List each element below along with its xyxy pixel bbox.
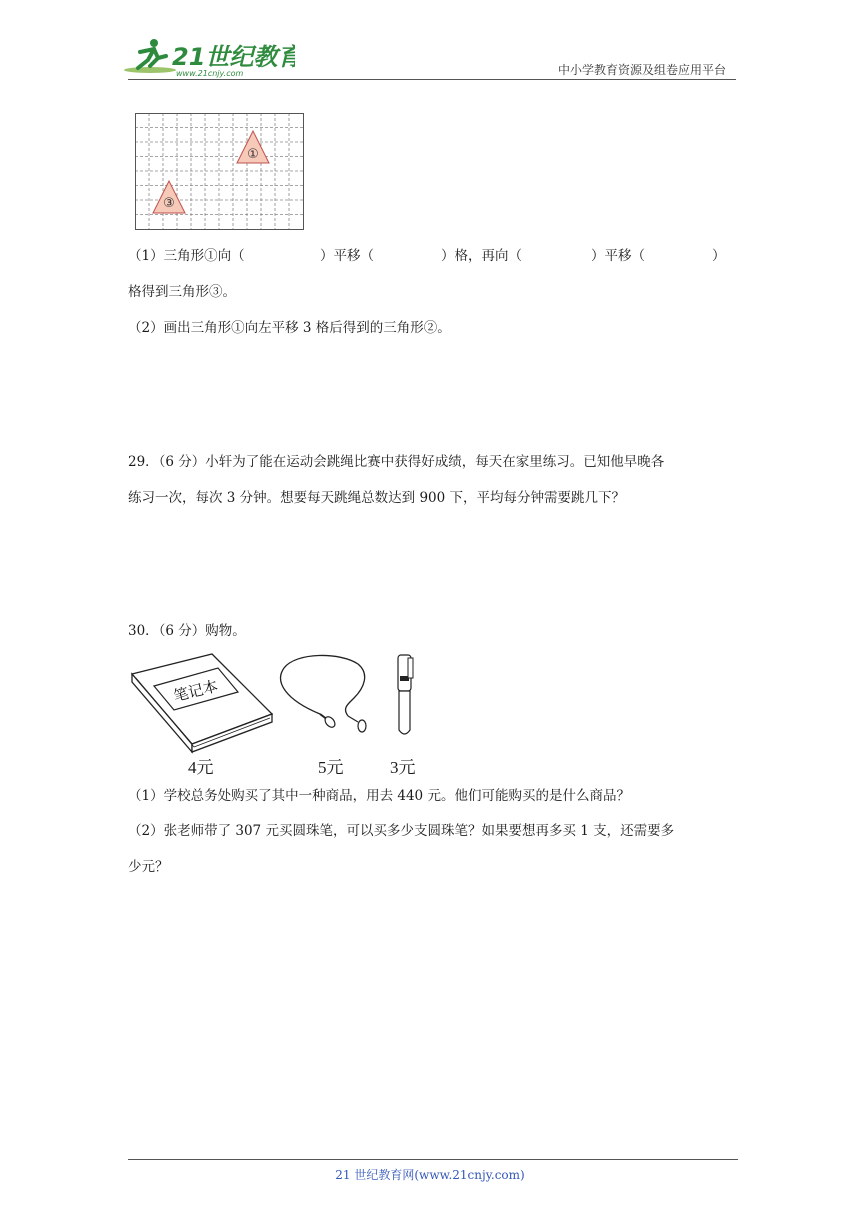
q30-part2-line2: 少元？ xyxy=(128,859,169,875)
q28-part1-d: ）平移（ xyxy=(591,248,645,264)
price-jump-rope: 5元 xyxy=(318,758,344,777)
price-pen: 3元 xyxy=(390,758,416,777)
notebook-image xyxy=(128,650,276,754)
q30-title: 30．（6 分）购物。 xyxy=(128,623,246,639)
ballpoint-pen-image xyxy=(392,652,418,738)
q28-part1-b: ）平移（ xyxy=(320,248,374,264)
q30-part1: （1）学校总务处购买了其中一种商品，用去 440 元。他们可能购买的是什么商品？ xyxy=(128,788,630,804)
q28-part1-line2: 格得到三角形③。 xyxy=(128,284,236,300)
q28-part2: （2）画出三角形①向左平移 3 格后得到的三角形②。 xyxy=(128,320,451,336)
q30-part2-line1: （2）张老师带了 307 元买圆珠笔，可以买多少支圆珠笔？如果要想再多买 1 支，还需要多 xyxy=(128,823,675,839)
q28-part1-a: （1）三角形①向（ xyxy=(128,248,245,264)
triangle-1 xyxy=(237,131,269,163)
notebook-label: 笔记本 xyxy=(171,676,220,706)
jump-rope-image xyxy=(276,652,374,734)
q28-part1-c: ）格，再向（ xyxy=(441,248,522,264)
price-notebook: 4元 xyxy=(188,758,214,777)
svg-text:③: ③ xyxy=(163,196,175,211)
q29-line2: 练习一次，每次 3 分钟。想要每天跳绳总数达到 900 下，平均每分钟需要跳几下？ xyxy=(128,490,626,506)
q29-line1: 29．（6 分）小轩为了能在运动会跳绳比赛中获得好成绩，每天在家里练习。已知他早晚各 xyxy=(128,454,665,470)
footer-link[interactable]: 21 世纪教育网(www.21cnjy.com) xyxy=(335,1168,525,1182)
platform-name: 中小学教育资源及组卷应用平台 xyxy=(557,63,726,77)
grid-figure xyxy=(135,113,305,230)
logo-url-text: www.21cnjy.com xyxy=(176,69,244,78)
header-divider xyxy=(128,79,736,80)
footer-divider xyxy=(128,1159,738,1160)
logo-main-text: 21世纪教育 xyxy=(172,43,295,71)
svg-text:①: ① xyxy=(247,147,259,162)
runner-icon xyxy=(124,39,176,73)
q28-part1-e: ） xyxy=(712,248,726,264)
site-logo xyxy=(120,36,295,80)
